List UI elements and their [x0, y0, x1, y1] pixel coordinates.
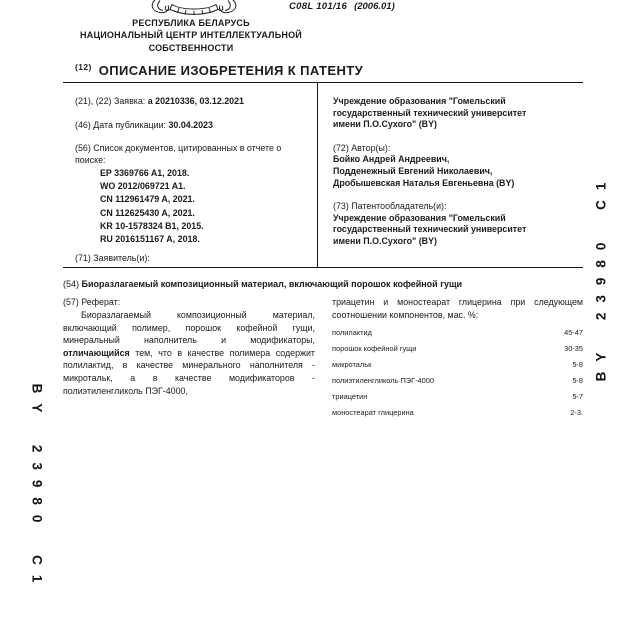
citations-list	[100, 167, 307, 246]
inid-12: (12)	[75, 62, 92, 72]
authority-name-line2: СОБСТВЕННОСТИ	[148, 42, 234, 53]
authors-list	[333, 154, 577, 189]
author-item: Подденежный Евгений Николаевич,	[333, 165, 493, 176]
issuing-authority	[40, 17, 342, 54]
application-row	[75, 96, 307, 108]
patent-number-right-margin: BY 23980 C1	[593, 172, 609, 382]
holder-line: имени П.О.Сухого" (BY)	[333, 235, 437, 246]
composition-table	[332, 328, 583, 417]
table-row	[332, 328, 583, 337]
publication-value: 30.04.2023	[168, 119, 213, 130]
belarus-emblem-icon	[146, 0, 242, 17]
publication-row	[75, 120, 307, 132]
component-name: полиэтиленгликоль ПЭГ-4000	[332, 376, 434, 386]
component-value: 30-35	[564, 344, 583, 354]
authority-name-line1: НАЦИОНАЛЬНЫЙ ЦЕНТР ИНТЕЛЛЕКТУАЛЬНОЙ	[80, 30, 302, 41]
citation-item: RU 2016151167 A, 2018.	[100, 234, 200, 245]
abstract-left-column	[63, 296, 315, 424]
applicant-value	[333, 96, 577, 131]
holder-line: Учреждение образования "Гомельский	[333, 212, 506, 223]
table-row	[332, 408, 583, 417]
holder-label: (73) Патентообладатель(и):	[333, 201, 447, 212]
component-name: порошок кофейной гущи	[332, 344, 417, 354]
table-row	[332, 344, 583, 353]
component-value: 5-8	[572, 376, 583, 386]
publication-label: (46) Дата публикации:	[75, 119, 167, 130]
applicant-label: (71) Заявитель(и):	[75, 253, 150, 264]
holder-block	[333, 201, 577, 247]
document-type-title: ОПИСАНИЕ ИЗОБРЕТЕНИЯ К ПАТЕНТУ	[98, 63, 364, 78]
country-name: РЕСПУБЛИКА БЕЛАРУСЬ	[132, 18, 250, 28]
authors-label: (72) Автор(ы):	[333, 142, 391, 153]
holder-value	[333, 213, 577, 248]
citation-item: CN 112961479 A, 2021.	[100, 194, 195, 205]
component-name: моностеарат глицерина	[332, 408, 414, 418]
ipc-date: (2006.01)	[354, 1, 395, 12]
document-type-heading	[75, 62, 363, 78]
citation-item: KR 10-1578324 B1, 2015.	[100, 220, 204, 231]
table-row	[332, 376, 583, 385]
composition-intro: триацетин и моностеарат глицерина при следующем соотношении компонентов, мас. %:	[332, 297, 583, 320]
abstract-paragraph	[63, 309, 315, 397]
citations-label: (56) Список документов, цитированных в отчете о поиске:	[75, 143, 282, 165]
invention-title-row	[63, 278, 583, 290]
applicant-line: имени П.О.Сухого" (BY)	[333, 119, 437, 130]
bibliographic-table	[63, 82, 583, 268]
component-value: 5-7	[572, 392, 583, 402]
abstract-right-column	[332, 296, 583, 424]
component-value: 45-47	[564, 328, 583, 338]
component-name: полилактид	[332, 328, 372, 338]
holder-line: государственный технический университет	[333, 224, 527, 235]
author-item: Дробышевская Наталья Евгеньевна (BY)	[333, 177, 515, 188]
abstract-text-bold: отличающийся	[63, 347, 130, 358]
abstract-text-after: тем, что в качестве полимера содержит полилактид, в качестве минерального наполнителя - микротальк, а в качестве модификаторов - полиэтиленгликоль ПЭГ-4000,	[63, 347, 315, 396]
ipc-code: C08L 101/16	[289, 1, 348, 12]
patent-number-left-margin: BY 23980 C1	[29, 383, 45, 593]
table-row	[332, 392, 583, 401]
component-name: микротальк	[332, 360, 372, 370]
abstract-label: (57) Реферат:	[63, 297, 121, 307]
table-row	[332, 360, 583, 369]
citation-item: EP 3369766 A1, 2018.	[100, 168, 190, 178]
bibliographic-left-column	[63, 83, 318, 267]
bibliographic-right-column	[318, 83, 583, 267]
abstract-text-before: Биоразлагаемый композиционный материал, включающий полимер, порошок кофейной гущи, минеральный наполнитель и модификаторы,	[63, 310, 315, 346]
inid-54: (54)	[63, 279, 80, 289]
component-name: триацетин	[332, 392, 368, 402]
application-label: (21), (22) Заявка:	[75, 96, 146, 106]
citation-item: CN 112625430 A, 2021.	[100, 207, 195, 218]
component-value: 5-8	[572, 360, 583, 370]
applicant-line: государственный технический университет	[333, 107, 527, 118]
applicant-line: Учреждение образования "Гомельский	[333, 96, 506, 106]
authors-block	[333, 143, 577, 189]
component-value: 2-3.	[570, 408, 583, 418]
citation-item: WO 2012/069721 A1.	[100, 181, 186, 192]
ipc-classification	[289, 1, 395, 12]
author-item: Бойко Андрей Андреевич,	[333, 154, 450, 165]
application-value: а 20210336, 03.12.2021	[147, 96, 244, 106]
invention-title: Биоразлагаемый композиционный материал, включающий порошок кофейной гущи	[81, 279, 463, 289]
abstract-section	[63, 296, 583, 424]
